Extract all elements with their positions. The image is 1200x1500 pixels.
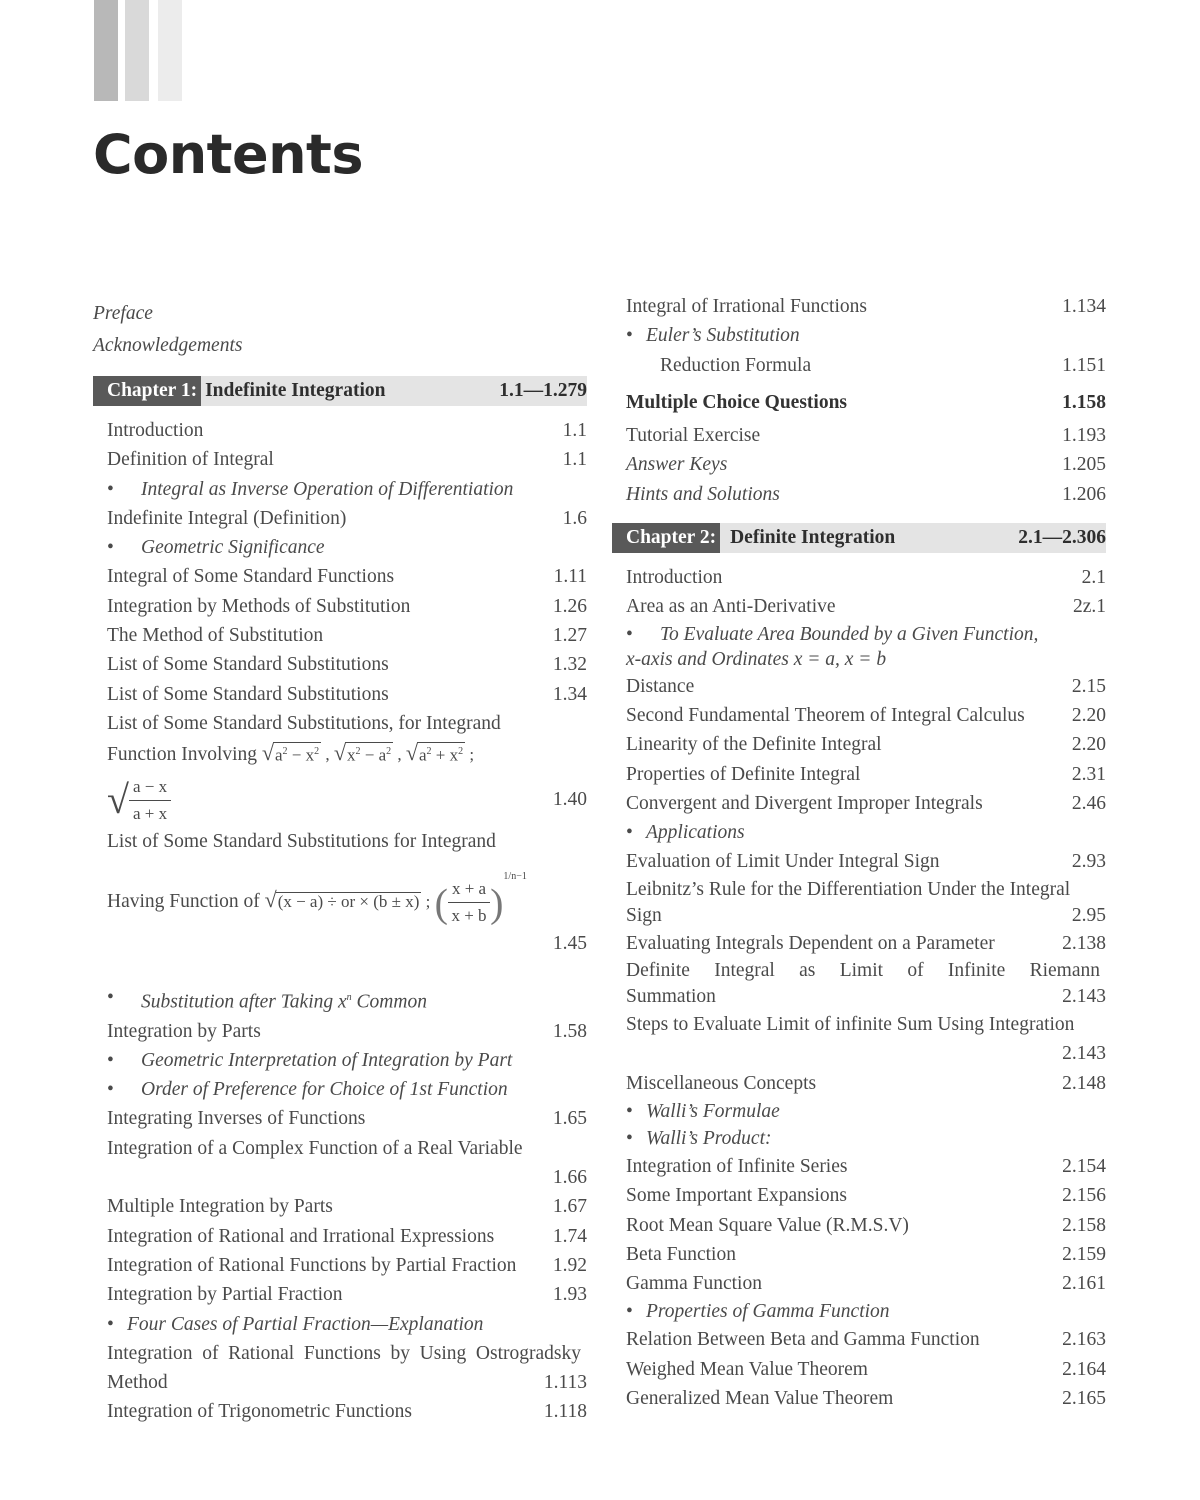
toc-entry[interactable]: Integration of Rational Functions by Partial Fraction 1.92 xyxy=(93,1251,587,1280)
page-number: 1.45 xyxy=(552,933,587,955)
page-number: 2.164 xyxy=(1062,1358,1106,1380)
toc-subentry[interactable]: • Substitution after Taking $x^n$ Common xyxy=(93,983,587,1017)
toc-entry[interactable]: List of Some Standard Substitutions for Integrand xyxy=(107,830,496,852)
page-number: 2z.1 xyxy=(1072,596,1106,618)
toc-subentry-continued[interactable]: x-axis and Ordinates x = a, x = b xyxy=(626,648,887,670)
chapter-label: Chapter 2: xyxy=(612,523,720,553)
page-number: 1.92 xyxy=(552,1254,587,1276)
page-number: 2.138 xyxy=(1062,932,1106,954)
page-title: Contents xyxy=(93,123,364,186)
toc-entry-preface[interactable]: Preface xyxy=(93,303,153,324)
page-number: 2.161 xyxy=(1062,1273,1106,1295)
page-number: 1.134 xyxy=(1062,296,1106,317)
toc-entry[interactable]: Evaluating Integrals Dependent on a Parameter 2.138 xyxy=(612,929,1106,958)
toc-entry[interactable]: Hints and Solutions 1.206 xyxy=(612,480,1106,509)
page-number: 2.46 xyxy=(1071,792,1106,814)
toc-subentry[interactable]: • Geometric Significance xyxy=(93,533,587,562)
page-number: 1.74 xyxy=(552,1225,587,1247)
page-number: 1.113 xyxy=(543,1372,587,1394)
contents-left-column xyxy=(93,298,587,1427)
toc-entry-acknowledgements[interactable]: Acknowledgements xyxy=(93,335,243,356)
page-number: 1.26 xyxy=(552,595,587,617)
contents-right-column xyxy=(612,292,1106,1413)
page-number: 2.156 xyxy=(1062,1185,1106,1207)
page-number: 1.1 xyxy=(562,420,587,441)
toc-entry-formula[interactable]: Function Involving $√a^2 - x^2$ , $√x^2 - a^2$ , $√a^2 + x^2$ ; xyxy=(107,740,475,766)
toc-entry[interactable]: Integration of Infinite Series 2.154 xyxy=(612,1152,1106,1181)
decor-bar-medium xyxy=(125,0,149,101)
page-number: 2.158 xyxy=(1062,1214,1106,1236)
toc-entry[interactable]: List of Some Standard Substitutions, for Integrand xyxy=(107,712,501,734)
page-number: 2.1 xyxy=(1081,567,1106,589)
page-number: 2.95 xyxy=(1071,904,1106,926)
page-number: 1.65 xyxy=(552,1108,587,1130)
toc-entry[interactable]: Multiple Integration by Parts 1.67 xyxy=(93,1192,587,1221)
chapter-label: Chapter 1: xyxy=(93,376,201,406)
toc-subentry[interactable]: • Applications xyxy=(612,818,1106,847)
page-number: 2.20 xyxy=(1071,734,1106,756)
toc-subentry[interactable]: • Integral as Inverse Operation of Differentiation xyxy=(93,475,587,504)
toc-entry[interactable]: Convergent and Divergent Improper Integrals 2.46 xyxy=(612,789,1106,818)
toc-entry[interactable]: Linearity of the Definite Integral 2.20 xyxy=(612,730,1106,759)
toc-entry[interactable]: The Method of Substitution 1.27 xyxy=(93,621,587,650)
decor-bar-light xyxy=(158,0,182,101)
chapter-2-header[interactable] xyxy=(612,523,1106,553)
decor-bar-dark xyxy=(94,0,118,101)
toc-entry-page-only[interactable] xyxy=(93,1163,587,1192)
formula-sqrt-fraction: √ $\frac{a - x}{a + x}$ xyxy=(107,789,171,808)
chapter-page-range: 1.1—1.279 xyxy=(499,380,587,401)
toc-entry-mcq[interactable]: Multiple Choice Questions 1.158 xyxy=(612,388,1106,417)
page-number: 2.159 xyxy=(1062,1243,1106,1265)
page-number: 2.165 xyxy=(1062,1388,1106,1410)
page-number: 2.20 xyxy=(1071,704,1106,726)
toc-entry[interactable]: Method 1.113 xyxy=(93,1368,587,1397)
toc-entry-formula[interactable]: Having Function of √(x − a) ÷ or × (b ± x) ; ( $\frac{x + a}{x + b}$ )$^{1/n-1}$ xyxy=(107,870,527,926)
page-number: 2.93 xyxy=(1071,851,1106,873)
toc-entry[interactable]: Answer Keys 1.205 xyxy=(612,450,1106,479)
toc-subentry[interactable]: • Properties of Gamma Function xyxy=(612,1298,1106,1325)
toc-entry[interactable]: Generalized Mean Value Theorem 2.165 xyxy=(612,1384,1106,1413)
page-number: 2.31 xyxy=(1071,763,1106,785)
page-number: 2.148 xyxy=(1062,1072,1106,1094)
page-number: 2.143 xyxy=(1062,986,1106,1008)
toc-entry[interactable]: Second Fundamental Theorem of Integral Calculus 2.20 xyxy=(612,701,1106,730)
toc-entry[interactable]: Definition of Integral 1.1 xyxy=(93,445,587,474)
page-number: 1.58 xyxy=(552,1020,587,1042)
toc-entry[interactable]: Steps to Evaluate Limit of infinite Sum Using Integration xyxy=(626,1014,1075,1036)
toc-entry[interactable]: Properties of Definite Integral 2.31 xyxy=(612,760,1106,789)
toc-entry[interactable]: Integration by Partial Fraction 1.93 xyxy=(93,1280,587,1309)
toc-entry[interactable]: Weighed Mean Value Theorem 2.164 xyxy=(612,1355,1106,1384)
toc-subentry[interactable]: • To Evaluate Area Bounded by a Given Function, xyxy=(612,622,1106,647)
page-number: 1.27 xyxy=(552,625,587,647)
toc-entry-page-only[interactable] xyxy=(612,1039,1106,1068)
page-number: 1.193 xyxy=(1062,425,1106,447)
page-number: 1.205 xyxy=(1062,454,1106,476)
page-number: 1.158 xyxy=(1062,391,1106,413)
toc-entry[interactable]: Summation 2.143 xyxy=(612,984,1106,1010)
page-number: 1.206 xyxy=(1062,483,1106,505)
page-number: 2.15 xyxy=(1071,675,1106,697)
toc-entry[interactable]: Introduction 2.1 xyxy=(612,563,1106,592)
toc-entry[interactable]: Definite Integral as Limit of Infinite Riemann xyxy=(626,960,1100,982)
toc-entry[interactable]: Integration by Parts 1.58 xyxy=(93,1017,587,1046)
page-number: 1.151 xyxy=(1062,354,1106,376)
toc-entry[interactable]: Integral of Some Standard Functions 1.11 xyxy=(93,562,587,591)
page-number: 1.1 xyxy=(562,449,587,471)
toc-entry[interactable]: Root Mean Square Value (R.M.S.V) 2.158 xyxy=(612,1211,1106,1240)
toc-entry[interactable]: Indefinite Integral (Definition) 1.6 xyxy=(93,504,587,533)
toc-subentry[interactable]: • Walli’s Product: xyxy=(612,1125,1106,1152)
toc-entry[interactable]: Leibnitz’s Rule for the Differentiation Under the Integral xyxy=(626,878,1071,900)
formula-having-function: √(x − a) ÷ or × (b ± x) ; ( $\frac{x + a}{x + b}$ )$^{1/n-1}$ xyxy=(264,870,527,926)
toc-entry-page-only[interactable] xyxy=(93,929,587,958)
toc-entry[interactable]: Tutorial Exercise 1.193 xyxy=(612,421,1106,450)
toc-entry[interactable]: Integration by Methods of Substitution 1.26 xyxy=(93,592,587,621)
toc-entry[interactable]: Some Important Expansions 2.156 xyxy=(612,1181,1106,1210)
page-number: 1.118 xyxy=(543,1401,587,1423)
toc-entry[interactable]: Area as an Anti-Derivative 2z.1 xyxy=(612,592,1106,621)
toc-entry[interactable]: Gamma Function 2.161 xyxy=(612,1269,1106,1298)
toc-entry[interactable]: Beta Function 2.159 xyxy=(612,1240,1106,1269)
toc-entry[interactable]: Distance 2.15 xyxy=(612,672,1106,701)
toc-entry[interactable]: Integration of Rational and Irrational Expressions 1.74 xyxy=(93,1222,587,1251)
toc-entry[interactable]: List of Some Standard Substitutions 1.32 xyxy=(93,650,587,679)
toc-subentry[interactable]: • Order of Preference for Choice of 1st Function xyxy=(93,1075,587,1104)
chapter-name: Indefinite Integration xyxy=(205,380,386,401)
chapter-1-header[interactable] xyxy=(93,376,587,406)
page-number: 2.163 xyxy=(1062,1329,1106,1351)
toc-entry[interactable]: Sign 2.95 xyxy=(612,903,1106,929)
page-number: 1.93 xyxy=(552,1284,587,1306)
toc-entry-formula[interactable] xyxy=(93,774,587,827)
page-number: 1.66 xyxy=(552,1167,587,1189)
page-number: 1.67 xyxy=(552,1196,587,1218)
toc-entry[interactable]: Evaluation of Limit Under Integral Sign 2.93 xyxy=(612,847,1106,876)
page-number: 2.154 xyxy=(1062,1155,1106,1177)
toc-subentry[interactable]: • Geometric Interpretation of Integration by Part xyxy=(93,1046,587,1075)
page-number: 2.143 xyxy=(1062,1043,1106,1065)
toc-subentry[interactable]: • Euler’s Substitution xyxy=(612,321,1106,350)
toc-entry[interactable]: Miscellaneous Concepts 2.148 xyxy=(612,1069,1106,1098)
chapter-name: Definite Integration xyxy=(730,527,896,549)
page-number: 1.40 xyxy=(552,789,587,811)
toc-entry[interactable]: Reduction Formula 1.151 xyxy=(612,351,1106,380)
page-number: 1.32 xyxy=(552,654,587,676)
toc-entry[interactable]: Integration of Rational Functions by Using Ostrogradsky xyxy=(107,1342,581,1364)
toc-entry[interactable]: List of Some Standard Substitutions 1.34 xyxy=(93,680,587,709)
chapter-page-range: 2.1—2.306 xyxy=(1018,527,1106,549)
formula-sqrt-group: $√a^2 - x^2$ , $√x^2 - a^2$ , $√a^2 + x^2$ ; xyxy=(261,740,475,766)
page-number: 1.11 xyxy=(553,566,587,588)
toc-entry[interactable]: Integrating Inverses of Functions 1.65 xyxy=(93,1104,587,1133)
toc-entry[interactable]: Integration of a Complex Function of a Real Variable xyxy=(107,1137,523,1159)
toc-entry[interactable]: Relation Between Beta and Gamma Function 2.163 xyxy=(612,1325,1106,1354)
page-number: 1.6 xyxy=(562,507,587,529)
toc-entry[interactable]: Integral of Irrational Functions 1.134 xyxy=(612,292,1106,321)
toc-subentry[interactable]: • Four Cases of Partial Fraction—Explanation xyxy=(93,1310,587,1339)
toc-subentry[interactable]: • Walli’s Formulae xyxy=(612,1098,1106,1125)
page-number: 1.34 xyxy=(552,683,587,705)
toc-entry[interactable]: Introduction 1.1 xyxy=(93,416,587,445)
toc-entry[interactable]: Integration of Trigonometric Functions 1.118 xyxy=(93,1397,587,1426)
